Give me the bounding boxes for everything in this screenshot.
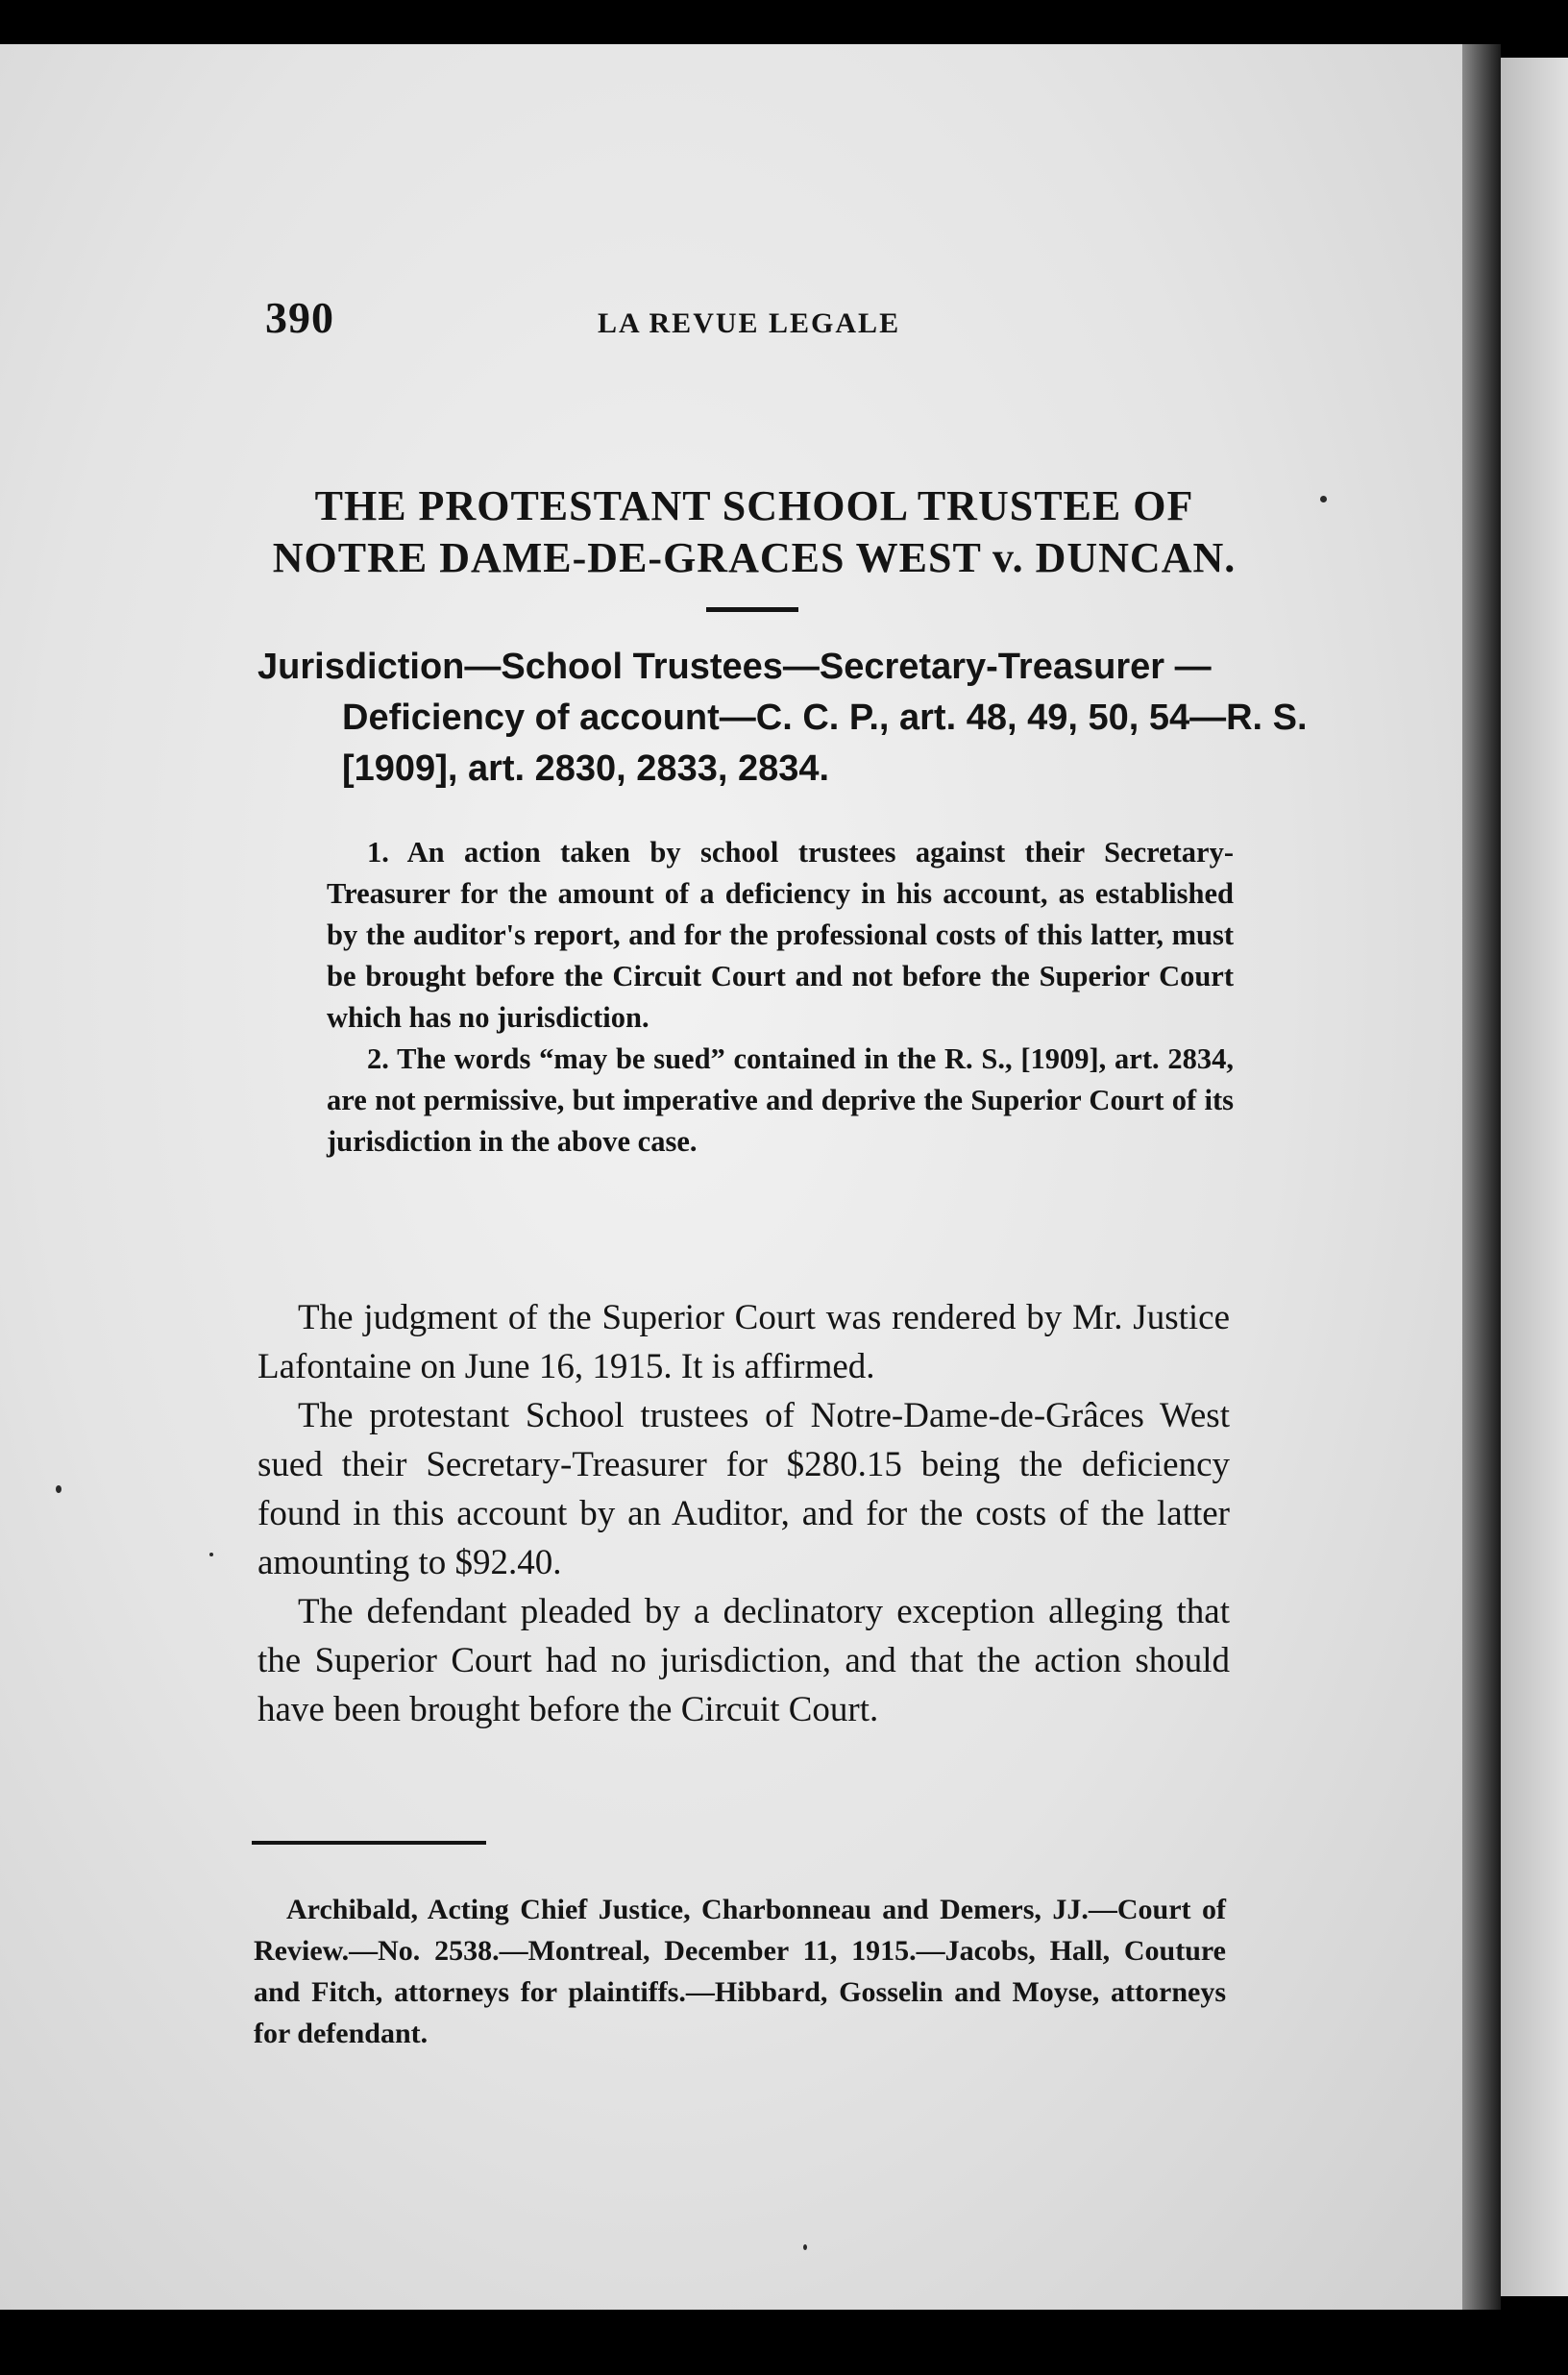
scan-speck [803,2244,807,2250]
journal-title: LA REVUE LEGALE [598,307,901,339]
body-paragraph: The protestant School trustees of Notre-Dame-de-Grâces West sued their Secretary-Treasurer for $280.15 being the deficiency found in this account by an Auditor, and for the costs of the latter amounting to $92.40. [257,1396,1230,1582]
syllabus-point: 1. An action taken by school trustees against their Secretary-Treasurer for the amount of a deficiency in his account, as established by the auditor's report, and for the professional costs of this latter, must be brought before the Circuit Court and not before the Superior Court which has no jurisdiction. [327,836,1234,1034]
footnote-rule [252,1841,486,1845]
scan-speck [209,1553,213,1556]
scan-speck [56,1485,61,1493]
headnote: Jurisdiction—School Trustees—Secretary-Treasurer —Deficiency of account—C. C. P., art. 48, 49, 50, 54—R. S. [1909], art. 2830, 2833, 2834. [257,647,1308,789]
case-title: THE PROTESTANT SCHOOL TRUSTEE OF NOTRE DAME-DE-GRACES WEST v. DUNCAN. [272,482,1237,581]
footnote: Archibald, Acting Chief Justice, Charbonneau and Demers, JJ.—Court of Review.—No. 2538.—Montreal, December 11, 1915.—Jacobs, Hall, Couture and Fitch, attorneys for plaintiffs.—Hibbard, Gosselin and Moyse, attorneys for defendant. [254,1894,1226,2049]
body-paragraph: The defendant pleaded by a declinatory exception alleging that the Superior Court had no jurisdiction, and that the action should have been brought before the Circuit Court. [257,1592,1230,1729]
adjacent-page-edge [1501,58,1568,2296]
title-rule [706,607,798,612]
syllabus [327,832,1234,1163]
judgment-text [257,1293,1230,1734]
scan-speck [1320,496,1327,502]
syllabus-point: 2. The words “may be sued” contained in the R. S., [1909], art. 2834, are not permissive, but imperative and deprive the Superior Court of its jurisdiction in the above case. [327,1042,1234,1158]
running-head [265,292,1255,359]
body-paragraph: The judgment of the Superior Court was rendered by Mr. Justice Lafontaine on June 16, 1915. It is affirmed. [257,1298,1230,1386]
page-number: 390 [265,293,334,342]
book-gutter-shadow [1462,44,1501,2310]
